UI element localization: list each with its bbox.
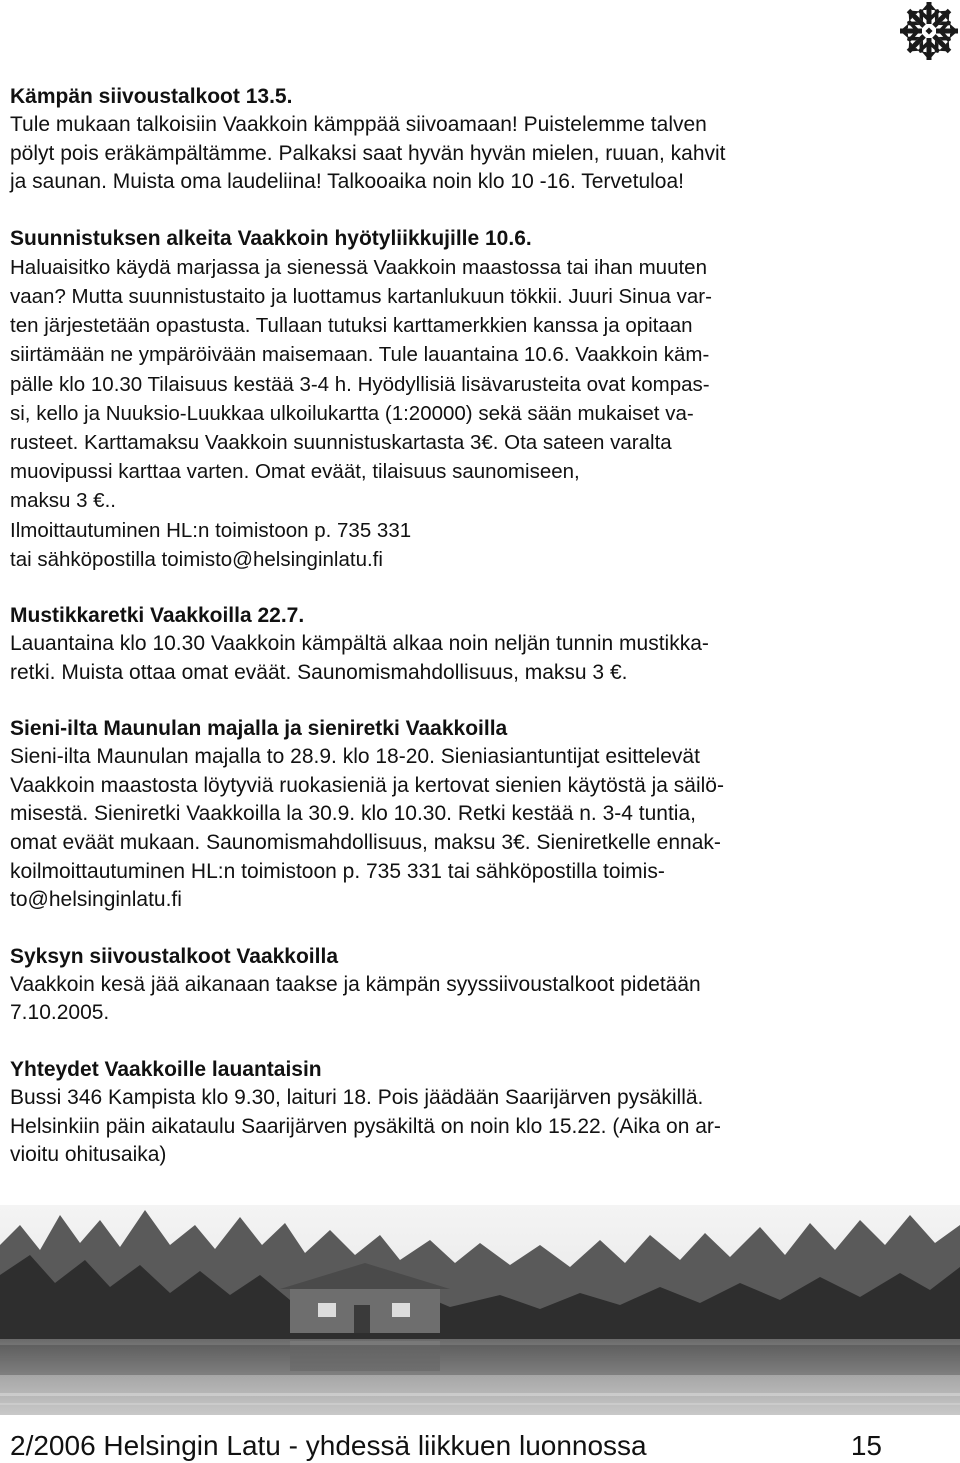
text-line: muovipussi karttaa varten. Omat eväät, tilaisuus saunomiseen, [10, 460, 580, 484]
text-line: pälle klo 10.30 Tilaisuus kestää 3-4 h. Hyödyllisiä lisävarusteita ovat kompas- [10, 372, 710, 396]
section-autumn-cleanup [10, 942, 935, 1028]
text-line: to@helsinginlatu.fi [10, 888, 182, 912]
section-heading: Kämpän siivoustalkoot 13.5. [10, 85, 293, 108]
text-line: Tule mukaan talkoisiin Vaakkoin kämppää siivoamaan! Puistelemme talven [10, 113, 707, 136]
text-line: siirtämään ne ympäröivään maisemaan. Tule lauantaina 10.6. Vaakkoin käm- [10, 343, 710, 367]
text-line: Vaakkoin kesä jää aikanaan taakse ja kämpän syyssiivoustalkoot pidetään [10, 972, 701, 996]
section-body [10, 630, 935, 687]
page-number: 15 [850, 1430, 882, 1461]
section-mushroom-evening [10, 714, 935, 915]
section-heading: Sieni-ilta Maunulan majalla ja sieniretki Vaakkoilla [10, 717, 508, 741]
footer-publication: 2/2006 Helsingin Latu - yhdessä liikkuen luonnossa [10, 1430, 647, 1461]
text-line: Bussi 346 Kampista klo 9.30, laituri 18. Pois jäädään Saarijärven pysäkillä. [10, 1085, 704, 1109]
section-heading: Syksyn siivoustalkoot Vaakkoilla [10, 944, 338, 968]
section-body [10, 971, 935, 1028]
text-line: rusteet. Karttamaksu Vaakkoin suunnistuskartasta 3€. Ota sateen varalta [10, 431, 672, 454]
text-line: retki. Muista ottaa omat eväät. Saunomismahdollisuus, maksu 3 €. [10, 660, 628, 684]
text-line: maksu 3 €.. [10, 489, 116, 513]
section-body [10, 253, 935, 574]
section-spring-cleanup [10, 82, 935, 197]
text-line: Haluaisitko käydä marjassa ja sienessä Vaakkoin maastossa tai ihan muuten [10, 255, 707, 279]
section-blueberry-trip [10, 601, 935, 687]
section-heading: Yhteydet Vaakkoille lauantaisin [10, 1057, 322, 1081]
text-line: vaan? Mutta suunnistustaito ja luottamus kartanlukuun tökkii. Juuri Sinua var- [10, 284, 712, 308]
lake-cabin-photo [0, 1205, 960, 1415]
section-heading: Mustikkaretki Vaakkoilla 22.7. [10, 604, 305, 628]
text-line: Lauantaina klo 10.30 Vaakkoin kämpältä alkaa noin neljän tunnin mustikka- [10, 632, 709, 656]
text-line: pölyt pois eräkämpältämme. Palkaksi saat hyvän hyvän mielen, ruuan, kahvit [10, 141, 726, 165]
text-line: Ilmoittautuminen HL:n toimistoon p. 735 331 [10, 518, 412, 542]
section-body [10, 111, 935, 197]
section-transport [10, 1055, 935, 1170]
snowflake-icon [898, 0, 960, 62]
text-line: 7.10.2005. [10, 1001, 110, 1025]
text-line: Vaakkoin maastosta löytyviä ruokasieniä ja kertovat sienien käytöstä ja säilö- [10, 773, 724, 797]
section-body [10, 743, 935, 915]
section-heading: Suunnistuksen alkeita Vaakkoin hyötyliikkujille 10.6. [10, 226, 532, 250]
text-line: misestä. Sieniretki Vaakkoilla la 30.9. klo 10.30. Retki kestää n. 3-4 tuntia, [10, 802, 696, 826]
text-line: tai sähköpostilla toimisto@helsinginlatu.fi [10, 547, 383, 571]
text-line: si, kello ja Nuuksio-Luukkaa ulkoilukartta (1:20000) sekä sään mukaiset va- [10, 401, 694, 425]
text-line: koilmoittautuminen HL:n toimistoon p. 735 331 tai sähköpostilla toimis- [10, 859, 665, 883]
text-line: Helsinkiin päin aikataulu Saarijärven pysäkiltä on noin klo 15.22. (Aika on ar- [10, 1114, 721, 1138]
section-orienteering [10, 224, 935, 574]
article-body [10, 82, 935, 1197]
text-line: vioitu ohitusaika) [10, 1143, 167, 1167]
text-line: ja saunan. Muista oma laudeliina! Talkooaika noin klo 10 -16. Tervetuloa! [10, 170, 684, 194]
page-footer [10, 1430, 882, 1462]
text-line: Sieni-ilta Maunulan majalla to 28.9. klo 18-20. Sieniasiantuntijat esittelevät [10, 745, 700, 769]
text-line: ten järjestetään opastusta. Tullaan tutuksi karttamerkkien kanssa ja opitaan [10, 314, 693, 338]
section-body [10, 1084, 935, 1170]
text-line: omat eväät mukaan. Saunomismahdollisuus, maksu 3€. Sieniretkelle ennak- [10, 830, 721, 854]
